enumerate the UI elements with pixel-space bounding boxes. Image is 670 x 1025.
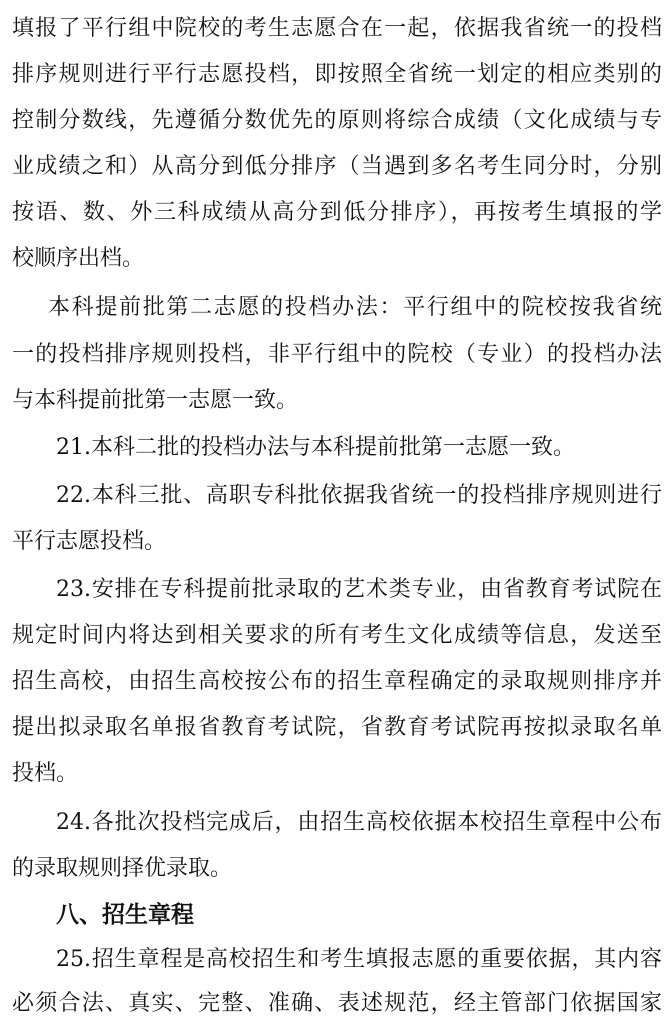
text-line: 22.本科三批、高职专科批依据我省统一的投档排序规则进行 — [56, 483, 662, 508]
text-line: 业成绩之和）从高分到低分排序（当遇到多名考生同分时，分别 — [12, 154, 662, 179]
text-line: 控制分数线，先遵循分数优先的原则将综合成绩（文化成绩与专 — [12, 108, 662, 133]
text-line: 与本科提前批第一志愿一致。 — [12, 388, 299, 413]
text-line: 投档。 — [12, 761, 79, 786]
text-line: 提出拟录取名单报省教育考试院，省教育考试院再按拟录取名单 — [12, 715, 662, 740]
text-line: 校顺序出档。 — [12, 246, 145, 271]
text-line: 按语、数、外三科成绩从高分到低分排序），再按考生填报的学 — [12, 200, 662, 225]
text-line: 填报了平行组中院校的考生志愿合在一起，依据我省统一的投档 — [12, 16, 662, 41]
text-line: 25.招生章程是高校招生和考生填报志愿的重要依据，其内容 — [56, 947, 662, 972]
text-line: 规定时间内将达到相关要求的所有考生文化成绩等信息，发送至 — [12, 623, 662, 648]
text-line: 本科提前批第二志愿的投档办法：平行组中的院校按我省统 — [48, 295, 662, 320]
section-heading: 八、招生章程 — [56, 902, 194, 928]
text-line: 的录取规则择优录取。 — [12, 856, 233, 881]
text-line: 21.本科二批的投档办法与本科提前批第一志愿一致。 — [56, 435, 575, 460]
text-line: 24.各批次投档完成后，由招生高校依据本校招生章程中公布 — [56, 810, 662, 835]
text-line: 必须合法、真实、完整、准确、表述规范，经主管部门依据国家 — [12, 991, 662, 1016]
text-line: 排序规则进行平行志愿投档，即按照全省统一划定的相应类别的 — [12, 62, 662, 87]
text-line: 23.安排在专科提前批录取的艺术类专业，由省教育考试院在 — [56, 577, 662, 602]
text-line: 招生高校，由招生高校按公布的招生章程确定的录取规则排序并 — [12, 669, 662, 694]
text-line: 一的投档排序规则投档，非平行组中的院校（专业）的投档办法 — [12, 342, 662, 367]
text-line: 平行志愿投档。 — [12, 529, 167, 554]
